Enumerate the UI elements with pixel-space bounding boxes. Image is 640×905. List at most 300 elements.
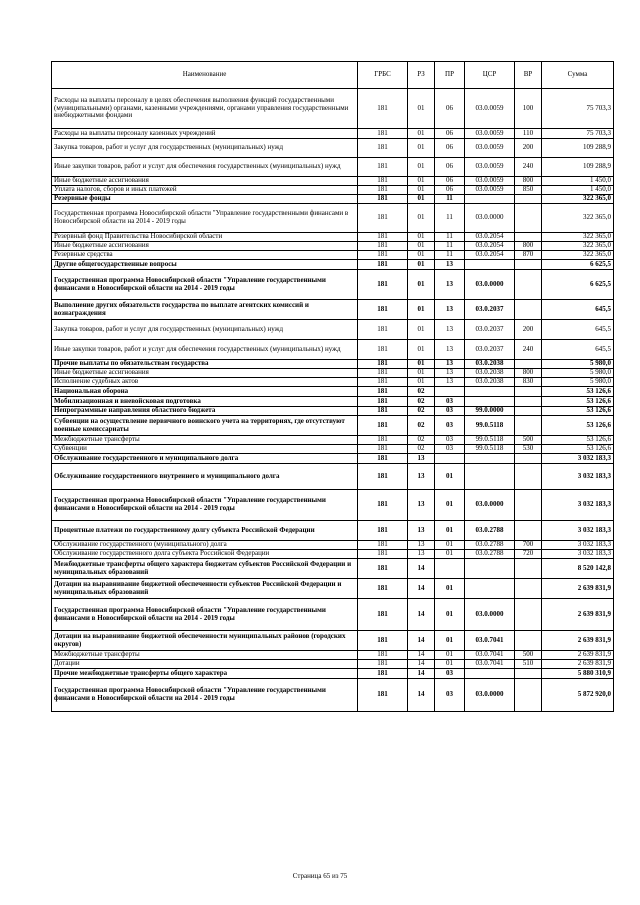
cell-grbs: 181	[358, 340, 408, 360]
cell-rz: 01	[408, 369, 435, 378]
cell-pr: 01	[435, 541, 465, 550]
cell-vr: 530	[515, 445, 542, 454]
cell-name: Выполнение других обязательств государства по выплате агентских комиссий и вознаграждения	[52, 300, 358, 320]
cell-pr: 06	[435, 186, 465, 195]
cell-csr: 03.0.0059	[465, 158, 515, 177]
cell-csr: 03.0.2037	[465, 300, 515, 320]
cell-csr	[465, 454, 515, 464]
cell-sum: 322 365,0	[542, 242, 614, 251]
table-row	[52, 204, 614, 233]
cell-grbs: 181	[358, 251, 408, 260]
cell-sum: 5 980,0	[542, 378, 614, 387]
cell-rz: 02	[408, 407, 435, 416]
cell-sum: 3 032 183,3	[542, 454, 614, 464]
table-row	[52, 679, 614, 712]
cell-name: Обслуживание государственного (муниципального) долга	[52, 541, 358, 550]
cell-vr: 800	[515, 177, 542, 186]
cell-pr: 03	[435, 407, 465, 416]
cell-csr: 03.0.2788	[465, 521, 515, 541]
table-row	[52, 378, 614, 387]
cell-name: Государственная программа Новосибирской области "Управление государственными финансами в Новосибирской области на 2014 - 2019 годы	[52, 490, 358, 521]
cell-vr	[515, 559, 542, 579]
cell-csr: 03.0.2788	[465, 541, 515, 550]
table-row	[52, 599, 614, 631]
cell-vr: 830	[515, 378, 542, 387]
cell-rz: 14	[408, 579, 435, 599]
cell-grbs: 181	[358, 260, 408, 270]
table-row	[52, 454, 614, 464]
table-row	[52, 387, 614, 397]
table-row	[52, 340, 614, 360]
cell-name: Другие общегосударственные вопросы	[52, 260, 358, 270]
cell-grbs: 181	[358, 579, 408, 599]
cell-rz: 14	[408, 631, 435, 651]
cell-pr	[435, 454, 465, 464]
cell-rz: 13	[408, 464, 435, 490]
cell-csr: 99.0.5118	[465, 436, 515, 445]
header-name: Наименование	[52, 62, 358, 89]
table-row	[52, 660, 614, 669]
cell-csr: 03.0.0000	[465, 270, 515, 300]
table-row	[52, 360, 614, 369]
cell-sum: 645,5	[542, 340, 614, 360]
cell-sum: 109 288,9	[542, 158, 614, 177]
cell-name: Иные закупки товаров, работ и услуг для обеспечения государственных (муниципальных) нужд	[52, 340, 358, 360]
cell-sum: 53 126,6	[542, 445, 614, 454]
cell-vr	[515, 521, 542, 541]
cell-sum: 3 032 183,3	[542, 464, 614, 490]
cell-name: Национальная оборона	[52, 387, 358, 397]
cell-name: Закупка товаров, работ и услуг для государственных (муниципальных) нужд	[52, 139, 358, 158]
cell-vr: 800	[515, 369, 542, 378]
cell-sum: 1 450,0	[542, 186, 614, 195]
table-row	[52, 541, 614, 550]
header-pr: ПР	[435, 62, 465, 89]
cell-rz: 02	[408, 445, 435, 454]
cell-csr: 03.0.0059	[465, 89, 515, 129]
cell-grbs: 181	[358, 454, 408, 464]
cell-csr: 03.0.2037	[465, 340, 515, 360]
cell-csr: 03.0.7041	[465, 631, 515, 651]
cell-pr: 01	[435, 599, 465, 631]
cell-grbs: 181	[358, 139, 408, 158]
cell-name: Иные бюджетные ассигнования	[52, 242, 358, 251]
cell-grbs: 181	[358, 559, 408, 579]
cell-rz: 01	[408, 139, 435, 158]
cell-vr	[515, 416, 542, 436]
header-csr: ЦСР	[465, 62, 515, 89]
cell-pr: 03	[435, 436, 465, 445]
cell-grbs: 181	[358, 242, 408, 251]
cell-sum: 53 126,6	[542, 397, 614, 407]
cell-grbs: 181	[358, 669, 408, 679]
cell-rz: 01	[408, 260, 435, 270]
cell-pr: 13	[435, 320, 465, 340]
cell-csr	[465, 260, 515, 270]
cell-grbs: 181	[358, 300, 408, 320]
cell-pr: 11	[435, 204, 465, 233]
cell-sum: 8 520 142,8	[542, 559, 614, 579]
cell-pr: 01	[435, 631, 465, 651]
table-row	[52, 445, 614, 454]
cell-name: Резервные средства	[52, 251, 358, 260]
table-row	[52, 416, 614, 436]
table-row	[52, 490, 614, 521]
cell-rz: 02	[408, 416, 435, 436]
cell-grbs: 181	[358, 416, 408, 436]
cell-name: Межбюджетные трансферты	[52, 436, 358, 445]
page-number: Страница 65 из 75	[292, 872, 348, 880]
cell-pr: 03	[435, 397, 465, 407]
header-grbs: ГРБС	[358, 62, 408, 89]
cell-grbs: 181	[358, 369, 408, 378]
cell-sum: 75 703,3	[542, 89, 614, 129]
cell-grbs: 181	[358, 158, 408, 177]
cell-vr	[515, 679, 542, 712]
cell-rz: 02	[408, 387, 435, 397]
cell-pr	[435, 559, 465, 579]
cell-rz: 01	[408, 270, 435, 300]
cell-vr: 870	[515, 251, 542, 260]
cell-grbs: 181	[358, 464, 408, 490]
cell-name: Дотации на выравнивание бюджетной обеспеченности субъектов Российской Федерации и муниципальных образований	[52, 579, 358, 599]
cell-rz: 14	[408, 660, 435, 669]
cell-name: Расходы на выплаты персоналу в целях обеспечения выполнения функций государственными (муниципальными) органами, казенными учреждениями, органами управления государственными внебюджетными фондами	[52, 89, 358, 129]
cell-grbs: 181	[358, 651, 408, 660]
cell-sum: 2 639 831,9	[542, 660, 614, 669]
cell-rz: 13	[408, 541, 435, 550]
cell-rz: 13	[408, 550, 435, 559]
cell-pr: 11	[435, 195, 465, 204]
table-row	[52, 464, 614, 490]
cell-csr: 03.0.2054	[465, 251, 515, 260]
table-row	[52, 436, 614, 445]
cell-pr: 13	[435, 369, 465, 378]
table-row	[52, 397, 614, 407]
cell-grbs: 181	[358, 397, 408, 407]
cell-csr: 03.0.0000	[465, 490, 515, 521]
cell-grbs: 181	[358, 631, 408, 651]
cell-pr: 06	[435, 158, 465, 177]
cell-rz: 01	[408, 158, 435, 177]
cell-csr: 03.0.0000	[465, 599, 515, 631]
cell-vr: 240	[515, 158, 542, 177]
cell-sum: 53 126,6	[542, 436, 614, 445]
cell-grbs: 181	[358, 89, 408, 129]
cell-pr: 01	[435, 490, 465, 521]
cell-sum: 3 032 183,3	[542, 521, 614, 541]
cell-grbs: 181	[358, 360, 408, 369]
cell-vr	[515, 490, 542, 521]
cell-vr: 500	[515, 436, 542, 445]
cell-name: Иные закупки товаров, работ и услуг для обеспечения государственных (муниципальных) нужд	[52, 158, 358, 177]
cell-name: Обслуживание государственного и муниципального долга	[52, 454, 358, 464]
table-row	[52, 195, 614, 204]
cell-name: Субвенции	[52, 445, 358, 454]
cell-csr	[465, 397, 515, 407]
cell-pr: 01	[435, 464, 465, 490]
table-row	[52, 251, 614, 260]
cell-pr	[435, 387, 465, 397]
cell-rz: 01	[408, 320, 435, 340]
cell-pr: 13	[435, 260, 465, 270]
cell-name: Субвенции на осуществление первичного воинского учета на территориях, где отсутствуют военные комиссариаты	[52, 416, 358, 436]
cell-rz: 14	[408, 679, 435, 712]
budget-table	[51, 61, 614, 712]
cell-sum: 2 639 831,9	[542, 651, 614, 660]
cell-pr: 03	[435, 679, 465, 712]
cell-vr: 800	[515, 242, 542, 251]
cell-vr: 200	[515, 139, 542, 158]
cell-sum: 322 365,0	[542, 195, 614, 204]
cell-vr	[515, 387, 542, 397]
cell-rz: 01	[408, 195, 435, 204]
cell-csr	[465, 579, 515, 599]
table-row	[52, 129, 614, 139]
cell-sum: 322 365,0	[542, 233, 614, 242]
cell-vr	[515, 454, 542, 464]
cell-grbs: 181	[358, 490, 408, 521]
cell-rz: 14	[408, 559, 435, 579]
cell-rz: 14	[408, 651, 435, 660]
cell-name: Мобилизационная и вневойсковая подготовка	[52, 397, 358, 407]
cell-csr: 03.0.0059	[465, 129, 515, 139]
cell-pr: 13	[435, 300, 465, 320]
cell-sum: 75 703,3	[542, 129, 614, 139]
table-row	[52, 89, 614, 129]
cell-grbs: 181	[358, 436, 408, 445]
table-row	[52, 320, 614, 340]
cell-rz: 01	[408, 242, 435, 251]
cell-name: Государственная программа Новосибирской области "Управление государственными финансами в Новосибирской области на 2014 - 2019 годы	[52, 679, 358, 712]
cell-name: Процентные платежи по государственному долгу субъекта Российской Федерации	[52, 521, 358, 541]
cell-sum: 5 880 310,9	[542, 669, 614, 679]
table-row	[52, 550, 614, 559]
cell-vr	[515, 195, 542, 204]
cell-sum: 5 872 920,0	[542, 679, 614, 712]
cell-grbs: 181	[358, 679, 408, 712]
cell-rz: 01	[408, 251, 435, 260]
cell-grbs: 181	[358, 204, 408, 233]
cell-vr: 500	[515, 651, 542, 660]
cell-grbs: 181	[358, 270, 408, 300]
cell-grbs: 181	[358, 550, 408, 559]
cell-vr	[515, 270, 542, 300]
cell-vr	[515, 631, 542, 651]
cell-rz: 02	[408, 397, 435, 407]
cell-csr: 03.0.2788	[465, 550, 515, 559]
cell-pr: 11	[435, 242, 465, 251]
cell-rz: 01	[408, 186, 435, 195]
cell-rz: 01	[408, 378, 435, 387]
table-row	[52, 242, 614, 251]
cell-rz: 01	[408, 129, 435, 139]
cell-sum: 6 625,5	[542, 260, 614, 270]
cell-rz: 01	[408, 360, 435, 369]
cell-pr: 06	[435, 129, 465, 139]
cell-pr: 13	[435, 360, 465, 369]
cell-vr: 240	[515, 340, 542, 360]
cell-name: Прочие межбюджетные трансферты общего характера	[52, 669, 358, 679]
cell-name: Государственная программа Новосибирской области "Управление государственными финансами в Новосибирской области на 2014 - 2019 годы	[52, 204, 358, 233]
cell-name: Уплата налогов, сборов и иных платежей	[52, 186, 358, 195]
cell-csr	[465, 559, 515, 579]
cell-vr	[515, 464, 542, 490]
cell-name: Непрограммные направления областного бюджета	[52, 407, 358, 416]
cell-name: Межбюджетные трансферты	[52, 651, 358, 660]
cell-csr: 03.0.2054	[465, 242, 515, 251]
cell-name: Межбюджетные трансферты общего характера бюджетам субъектов Российской Федерации и муниципальных образований	[52, 559, 358, 579]
cell-grbs: 181	[358, 407, 408, 416]
cell-vr	[515, 204, 542, 233]
cell-pr: 01	[435, 521, 465, 541]
cell-rz: 01	[408, 177, 435, 186]
cell-grbs: 181	[358, 129, 408, 139]
cell-grbs: 181	[358, 186, 408, 195]
table-row	[52, 233, 614, 242]
cell-pr: 03	[435, 669, 465, 679]
cell-grbs: 181	[358, 378, 408, 387]
table-row	[52, 300, 614, 320]
cell-csr: 03.0.2038	[465, 360, 515, 369]
cell-csr: 03.0.0000	[465, 679, 515, 712]
cell-vr	[515, 260, 542, 270]
cell-vr	[515, 360, 542, 369]
cell-sum: 6 625,5	[542, 270, 614, 300]
cell-vr	[515, 407, 542, 416]
header-sum: Сумма	[542, 62, 614, 89]
cell-vr	[515, 233, 542, 242]
budget-table-body	[52, 89, 614, 712]
cell-sum: 2 639 831,9	[542, 631, 614, 651]
cell-pr: 06	[435, 177, 465, 186]
cell-vr: 200	[515, 320, 542, 340]
cell-csr	[465, 669, 515, 679]
cell-csr: 03.0.0059	[465, 139, 515, 158]
cell-pr: 13	[435, 340, 465, 360]
cell-sum: 2 639 831,9	[542, 579, 614, 599]
table-row	[52, 186, 614, 195]
cell-sum: 5 980,0	[542, 369, 614, 378]
table-row	[52, 579, 614, 599]
table-row	[52, 369, 614, 378]
cell-sum: 3 032 183,3	[542, 490, 614, 521]
cell-pr: 13	[435, 270, 465, 300]
cell-rz: 13	[408, 454, 435, 464]
cell-pr: 03	[435, 445, 465, 454]
cell-vr	[515, 397, 542, 407]
cell-pr: 11	[435, 251, 465, 260]
cell-csr: 03.0.0000	[465, 204, 515, 233]
table-row	[52, 177, 614, 186]
cell-vr: 510	[515, 660, 542, 669]
cell-vr	[515, 300, 542, 320]
cell-grbs: 181	[358, 177, 408, 186]
cell-csr: 99.0.0000	[465, 407, 515, 416]
cell-rz: 01	[408, 300, 435, 320]
cell-grbs: 181	[358, 320, 408, 340]
cell-vr	[515, 579, 542, 599]
cell-csr: 03.0.0059	[465, 186, 515, 195]
cell-rz: 01	[408, 340, 435, 360]
cell-pr: 01	[435, 550, 465, 559]
cell-vr: 700	[515, 541, 542, 550]
cell-name: Закупка товаров, работ и услуг для государственных (муниципальных) нужд	[52, 320, 358, 340]
cell-name: Расходы на выплаты персоналу казенных учреждений	[52, 129, 358, 139]
cell-grbs: 181	[358, 195, 408, 204]
cell-csr: 03.0.2038	[465, 369, 515, 378]
cell-csr: 03.0.2037	[465, 320, 515, 340]
cell-grbs: 181	[358, 660, 408, 669]
table-row	[52, 651, 614, 660]
cell-vr	[515, 599, 542, 631]
cell-sum: 53 126,6	[542, 407, 614, 416]
cell-sum: 1 450,0	[542, 177, 614, 186]
cell-pr: 01	[435, 579, 465, 599]
cell-rz: 02	[408, 436, 435, 445]
cell-grbs: 181	[358, 599, 408, 631]
cell-rz: 13	[408, 490, 435, 521]
header-vr: ВР	[515, 62, 542, 89]
cell-name: Обслуживание государственного долга субъекта Российской Федерации	[52, 550, 358, 559]
table-row	[52, 407, 614, 416]
cell-csr: 99.0.5118	[465, 445, 515, 454]
cell-csr: 03.0.7041	[465, 651, 515, 660]
cell-grbs: 181	[358, 387, 408, 397]
cell-pr: 01	[435, 651, 465, 660]
cell-sum: 3 032 183,3	[542, 541, 614, 550]
table-row	[52, 158, 614, 177]
cell-pr: 11	[435, 233, 465, 242]
cell-csr: 03.0.0059	[465, 177, 515, 186]
cell-rz: 13	[408, 521, 435, 541]
cell-name: Прочие выплаты по обязательствам государства	[52, 360, 358, 369]
cell-name: Обслуживание государственного внутреннего и муниципального долга	[52, 464, 358, 490]
cell-sum: 3 032 183,3	[542, 550, 614, 559]
cell-name: Дотации на выравнивание бюджетной обеспеченности муниципальных районов (городских округов)	[52, 631, 358, 651]
cell-name: Резервные фонды	[52, 195, 358, 204]
table-row	[52, 270, 614, 300]
cell-sum: 2 639 831,9	[542, 599, 614, 631]
cell-name: Иные бюджетные ассигнования	[52, 369, 358, 378]
cell-vr: 110	[515, 129, 542, 139]
cell-name: Исполнение судебных актов	[52, 378, 358, 387]
cell-rz: 01	[408, 233, 435, 242]
cell-sum: 53 126,6	[542, 387, 614, 397]
cell-vr	[515, 669, 542, 679]
cell-csr	[465, 195, 515, 204]
cell-grbs: 181	[358, 541, 408, 550]
table-row	[52, 260, 614, 270]
cell-sum: 109 288,9	[542, 139, 614, 158]
cell-sum: 645,5	[542, 320, 614, 340]
cell-rz: 14	[408, 669, 435, 679]
header-rz: РЗ	[408, 62, 435, 89]
cell-rz: 01	[408, 204, 435, 233]
cell-csr: 99.0.5118	[465, 416, 515, 436]
cell-pr: 06	[435, 89, 465, 129]
cell-csr: 03.0.2054	[465, 233, 515, 242]
cell-name: Иные бюджетные ассигнования	[52, 177, 358, 186]
cell-grbs: 181	[358, 445, 408, 454]
table-row	[52, 631, 614, 651]
cell-sum: 53 126,6	[542, 416, 614, 436]
cell-sum: 5 980,0	[542, 360, 614, 369]
cell-csr	[465, 464, 515, 490]
table-row	[52, 669, 614, 679]
cell-pr: 06	[435, 139, 465, 158]
cell-vr: 850	[515, 186, 542, 195]
